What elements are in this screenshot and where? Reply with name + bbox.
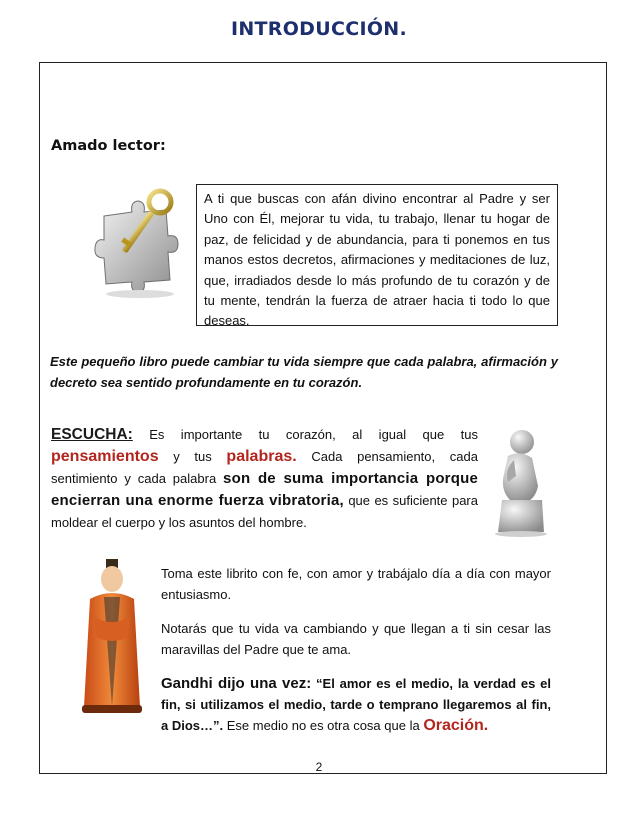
listen-text-4: que es suficiente para moldear el cuerpo y los asuntos del hombre.: [51, 493, 478, 530]
closing-tail: Ese medio no es otra cosa que la: [223, 718, 424, 733]
listen-highlight-thoughts: pensamientos: [51, 448, 159, 465]
greeting: Amado lector:: [51, 138, 166, 154]
listen-keyword: ESCUCHA:: [51, 426, 133, 443]
listen-paragraph: [51, 424, 478, 534]
listen-text-3: Cada pensamiento, cada sentimiento y cada palabra: [51, 449, 478, 486]
puzzle-key-illustration: [92, 188, 192, 300]
closing-paragraph-2: Notarás que tu vida va cambiando y que llegan a ti sin cesar las maravillas del Padre que te ama.: [161, 621, 551, 657]
closing-paragraph-1: Toma este librito con fe, con amor y trabájalo día a día con mayor entusiasmo.: [161, 566, 551, 602]
closing-block: [161, 563, 551, 749]
listen-highlight-words: palabras.: [226, 448, 297, 465]
closing-paragraph-3: [161, 673, 551, 736]
page-title: INTRODUCCIÓN.: [230, 18, 408, 40]
thinker-figure-illustration: [486, 426, 554, 538]
listen-emphasis: son de suma importancia porque encierran una enorme fuerza vibratoria,: [51, 470, 478, 509]
intro-paragraph: Este pequeño libro puede cambiar tu vida siempre que cada palabra, afirmación y decreto sea sentido profundamente en tu corazón.: [50, 354, 558, 390]
listen-text-2: y tus: [158, 449, 227, 464]
quote-box: A ti que buscas con afán divino encontrar al Padre y ser Uno con Él, mejorar tu vida, tu trabajo, llenar tu hogar de paz, de felicidad y de abundancia, para ti ponemos en tus manos estos decretos, afirmaciones y meditaciones de luz, que, irradiados desde lo más profundo de tu corazón y de tu mente, tendrán la fuerza de atraer hacia ti todo lo que deseas.: [196, 184, 558, 326]
listen-text-1: Es importante tu corazón, al igual que tus: [132, 427, 478, 442]
oracion-highlight: Oración.: [423, 717, 489, 734]
gandhi-lead: Gandhi dijo una vez:: [161, 675, 312, 692]
page-number: 2: [315, 760, 323, 774]
confucius-figure-illustration: [78, 557, 146, 717]
gandhi-quote: “El amor es el medio, la verdad es el fin, si utilizamos el medio, tarde o temprano llegaremos al fin, a Dios…”.: [161, 676, 551, 733]
